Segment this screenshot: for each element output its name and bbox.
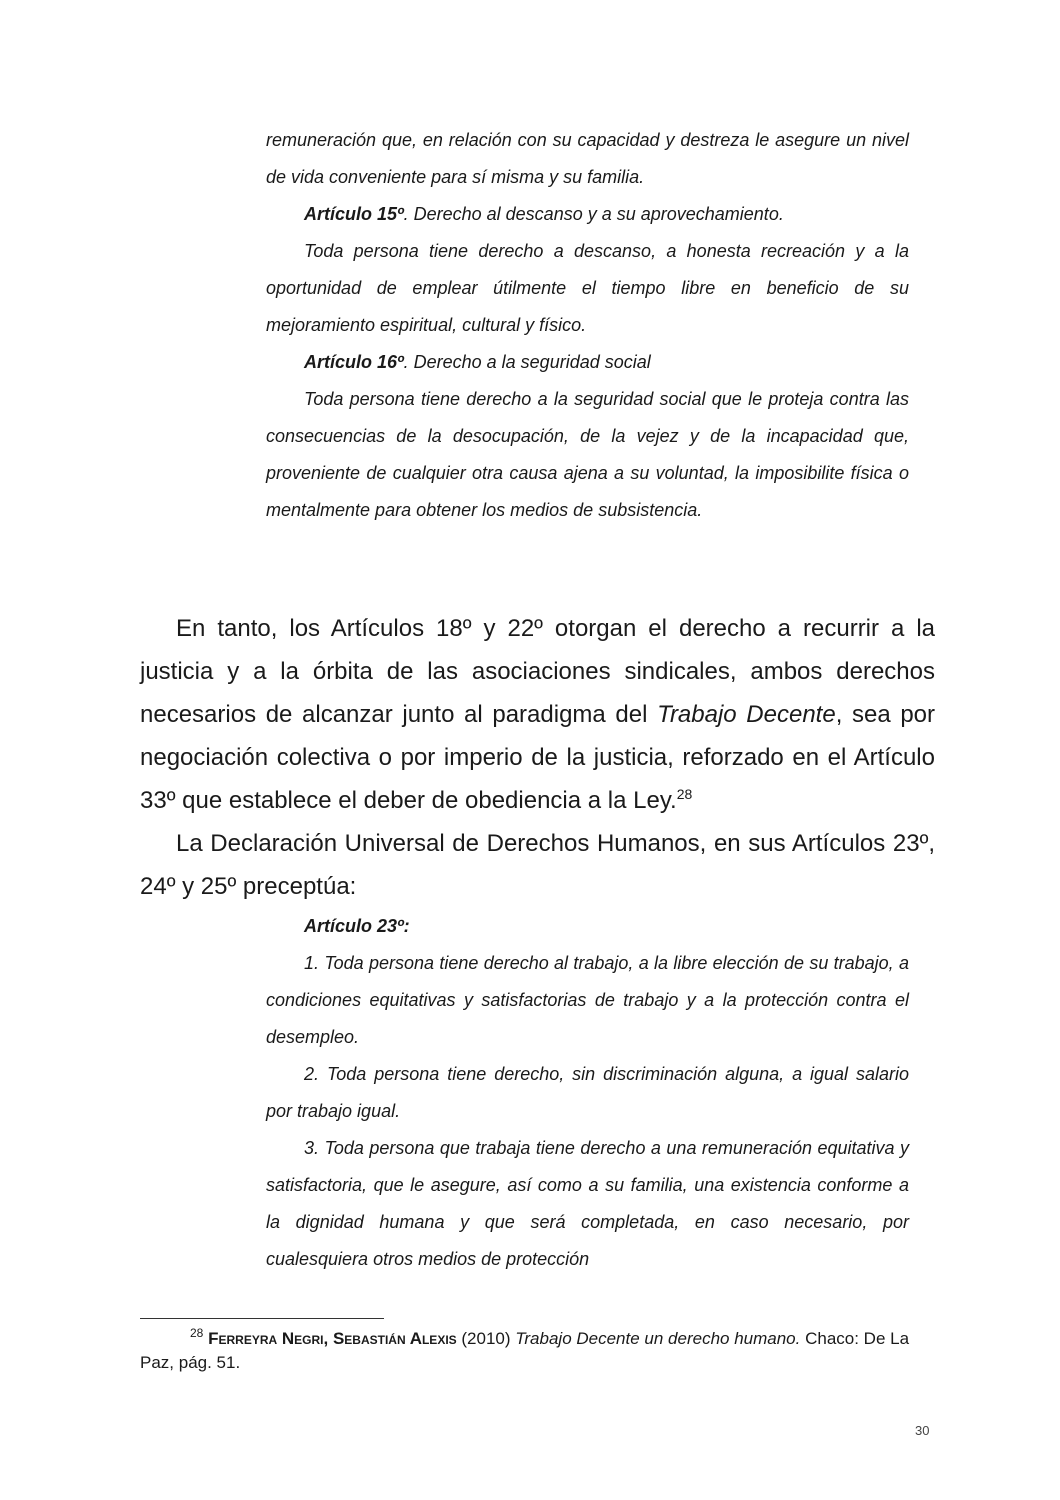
article-23-item-3: 3. Toda persona que trabaja tiene derecho a una remuneración equitativa y satisfactoria, que le asegure, así como a su familia, una existencia conforme a la dignidad humana y que será completada, en caso necesario, por cualesquiera otros medios de protección <box>266 1138 909 1269</box>
article-16-text: Toda persona tiene derecho a la seguridad social que le proteja contra las consecuencias de la desocupación, de la vejez y de la incapacidad que, proveniente de cualquier otra causa ajena a su voluntad, la imposibilite física o mentalmente para obtener los medios de subsistencia. <box>266 389 909 520</box>
article-15-title: Artículo 15º <box>304 204 404 224</box>
trabajo-decente-italic: Trabajo Decente <box>657 701 836 728</box>
footnote-year: (2010) <box>456 1329 516 1348</box>
quote-block-arts-15-16 <box>266 122 909 529</box>
article-23-title: Artículo 23º: <box>304 916 410 936</box>
article-23-item-2: 2. Toda persona tiene derecho, sin discriminación alguna, a igual salario por trabajo igual. <box>266 1064 909 1121</box>
body-paragraphs <box>140 607 935 908</box>
article-15-heading: Artículo 15º. Derecho al descanso y a su aprovechamiento. <box>304 204 784 224</box>
article-15-text: Toda persona tiene derecho a descanso, a honesta recreación y a la oportunidad de emplear útilmente el tiempo libre en beneficio de su mejoramiento espiritual, cultural y físico. <box>266 241 909 335</box>
page-number: 30 <box>915 1423 930 1438</box>
article-23-item-1: 1. Toda persona tiene derecho al trabajo, a la libre elección de su trabajo, a condiciones equitativas y satisfactorias de trabajo y a la protección contra el desempleo. <box>266 953 909 1047</box>
quote-continuation: remuneración que, en relación con su capacidad y destreza le asegure un nivel de vida conveniente para sí misma y su familia. <box>266 130 909 187</box>
body-paragraph-2: La Declaración Universal de Derechos Humanos, en sus Artículos 23º, 24º y 25º preceptúa: <box>140 830 935 900</box>
footnote-number: 28 <box>190 1326 204 1341</box>
footnote-publisher: Chaco: De La Paz, pág. 51. <box>140 1329 910 1372</box>
article-16-heading: Artículo 16º. Derecho a la seguridad social <box>304 352 651 372</box>
footnote-author: Ferreyra Negri, Sebastián Alexis <box>208 1329 457 1348</box>
footnote-title: Trabajo Decente un derecho humano. <box>515 1329 801 1348</box>
article-16-title: Artículo 16º <box>304 352 404 372</box>
footnote-ref[interactable]: 28 <box>676 786 693 802</box>
quote-block-art-23 <box>266 908 909 1278</box>
footnote <box>140 1327 935 1375</box>
body-paragraph-1: En tanto, los Artículos 18º y 22º otorgan el derecho a recurrir a la justicia y a la órbita de las asociaciones sindicales, ambos derechos necesarios de alcanzar junto al paradigma del Trabajo Decente, sea por negociación colectiva o por imperio de la justicia, reforzado en el Artículo 33º que establece el deber de obediencia a la Ley.$^{28}$ <box>140 615 936 814</box>
footnote-divider <box>140 1318 384 1319</box>
